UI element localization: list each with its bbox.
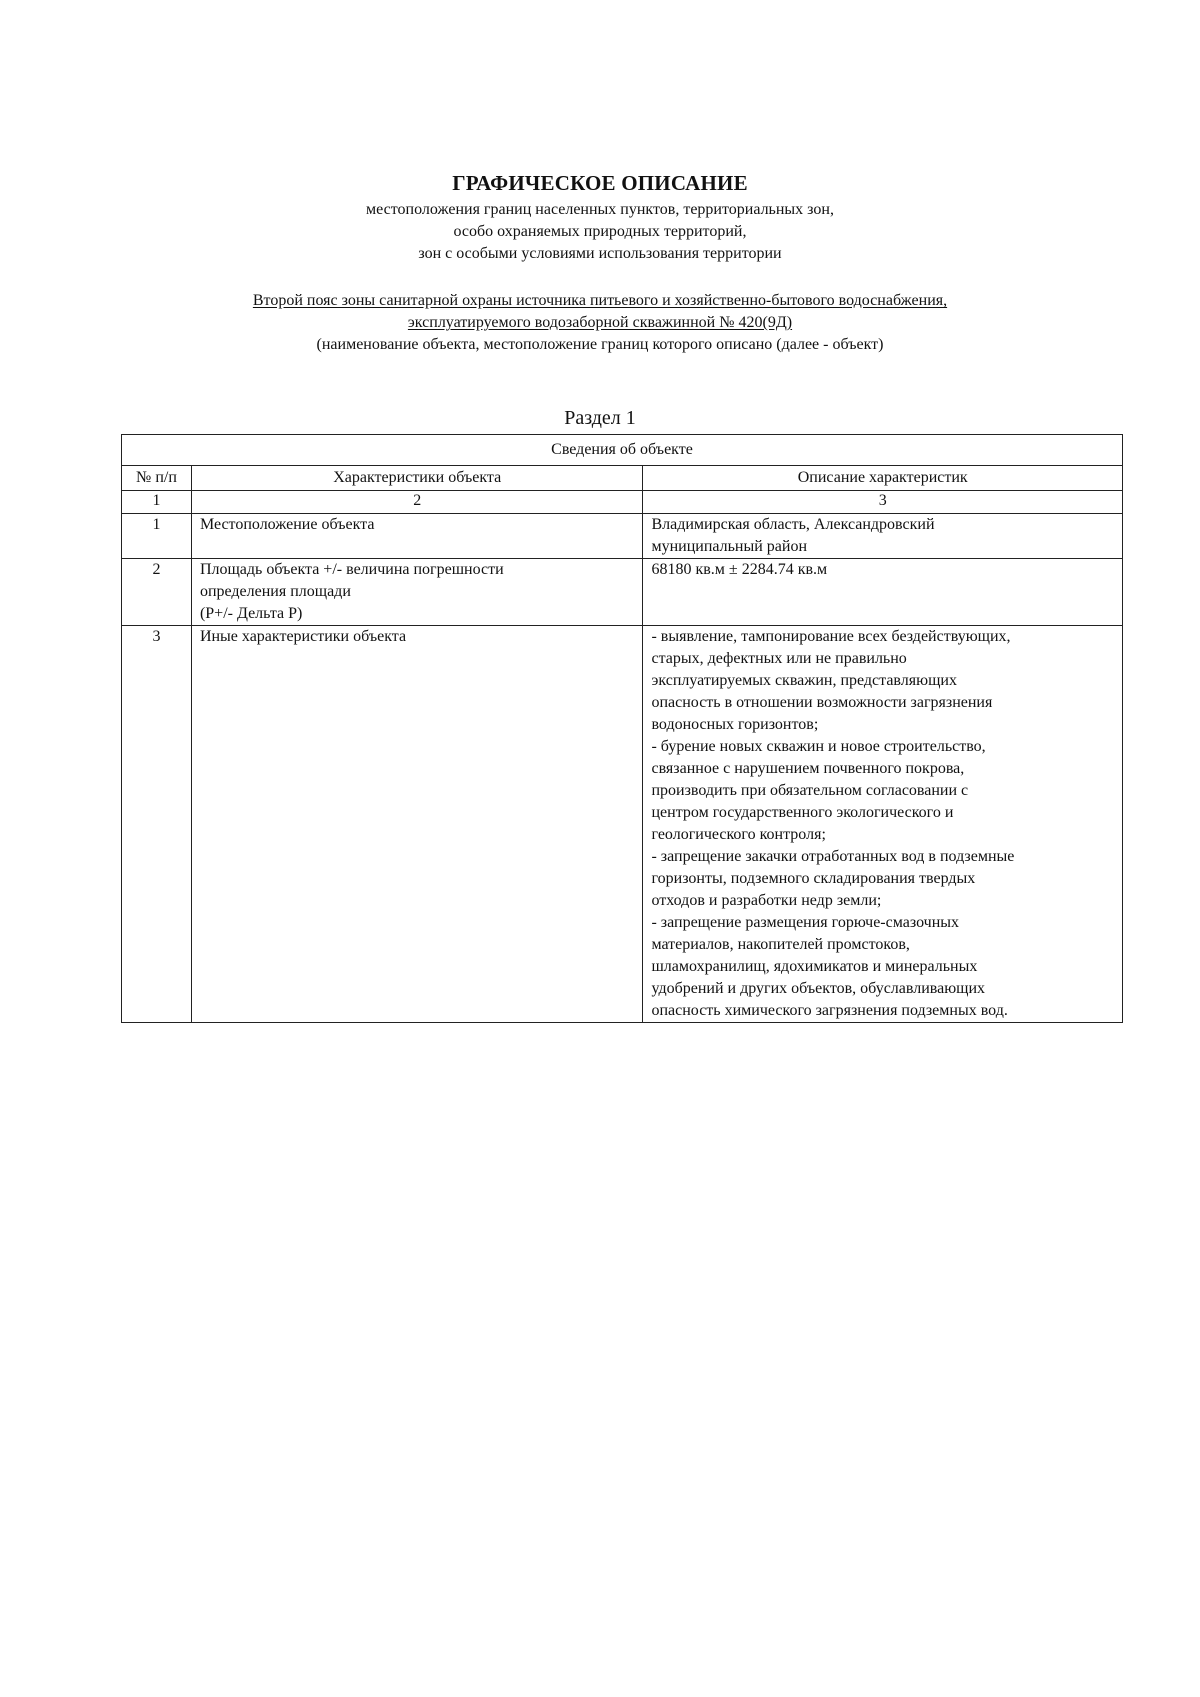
row-number: 1 [122, 514, 192, 559]
row-characteristic: Местоположение объекта [191, 514, 643, 559]
table-row [122, 626, 1123, 1023]
document-title: ГРАФИЧЕСКОЕ ОПИСАНИЕ [452, 171, 748, 195]
column-number: 2 [191, 491, 643, 514]
subtitle-line: зон с особыми условиями использования территории [418, 245, 782, 262]
column-number-row [122, 491, 1123, 514]
table-header-row [122, 466, 1123, 491]
row-description: Владимирская область, Александровский муниципальный район [643, 514, 1123, 559]
row-characteristic: Иные характеристики объекта [191, 626, 643, 1023]
object-name-line: эксплуатируемого водозаборной скважинной № 420(9Д) [407, 314, 793, 331]
row-characteristic: Площадь объекта +/- величина погрешности определения площади (Р+/- Дельта Р) [191, 559, 643, 626]
column-number: 1 [122, 491, 192, 514]
row-number: 3 [122, 626, 192, 1023]
table-row [122, 514, 1123, 559]
row-number: 2 [122, 559, 192, 626]
object-info-table [121, 434, 1123, 1023]
section-title: Раздел 1 [564, 407, 636, 429]
column-header-description: Описание характеристик [643, 466, 1123, 491]
table-row [122, 559, 1123, 626]
column-header-characteristic: Характеристики объекта [191, 466, 643, 491]
column-number: 3 [643, 491, 1123, 514]
object-name-line: Второй пояс зоны санитарной охраны источника питьевого и хозяйственно-бытового водоснабжения, [252, 292, 948, 309]
table-caption-row [122, 435, 1123, 466]
row-description: - выявление, тампонирование всех бездействующих, старых, дефектных или не правильно эксплуатируемых скважин, представляющих опасность в отношении возможности загрязнения водоносных горизонтов; - бурение новых скважин и новое строительство, связанное с нарушением почвенного покрова, производить при обязательном согласовании с центром государственного экологического и геологического контроля; - запрещение закачки отработанных вод в подземные горизонты, подземного складирования твердых отходов и разработки недр земли; - запрещение размещения горюче-смазочных материалов, накопителей промстоков, шламохранилищ, ядохимикатов и минеральных удобрений и других объектов, обуславливающих опасность химического загрязнения подземных вод. [643, 626, 1123, 1023]
subtitle-line: местоположения границ населенных пунктов, территориальных зон, [366, 201, 834, 218]
object-name-block [0, 290, 1200, 356]
table-caption: Сведения об объекте [122, 435, 1123, 466]
subtitle-line: особо охраняемых природных территорий, [453, 223, 747, 240]
column-header-number: № п/п [122, 466, 192, 491]
object-name-note: (наименование объекта, местоположение границ которого описано (далее - объект) [316, 336, 884, 353]
document-subtitle [0, 199, 1200, 265]
row-description: 68180 кв.м ± 2284.74 кв.м [643, 559, 1123, 626]
